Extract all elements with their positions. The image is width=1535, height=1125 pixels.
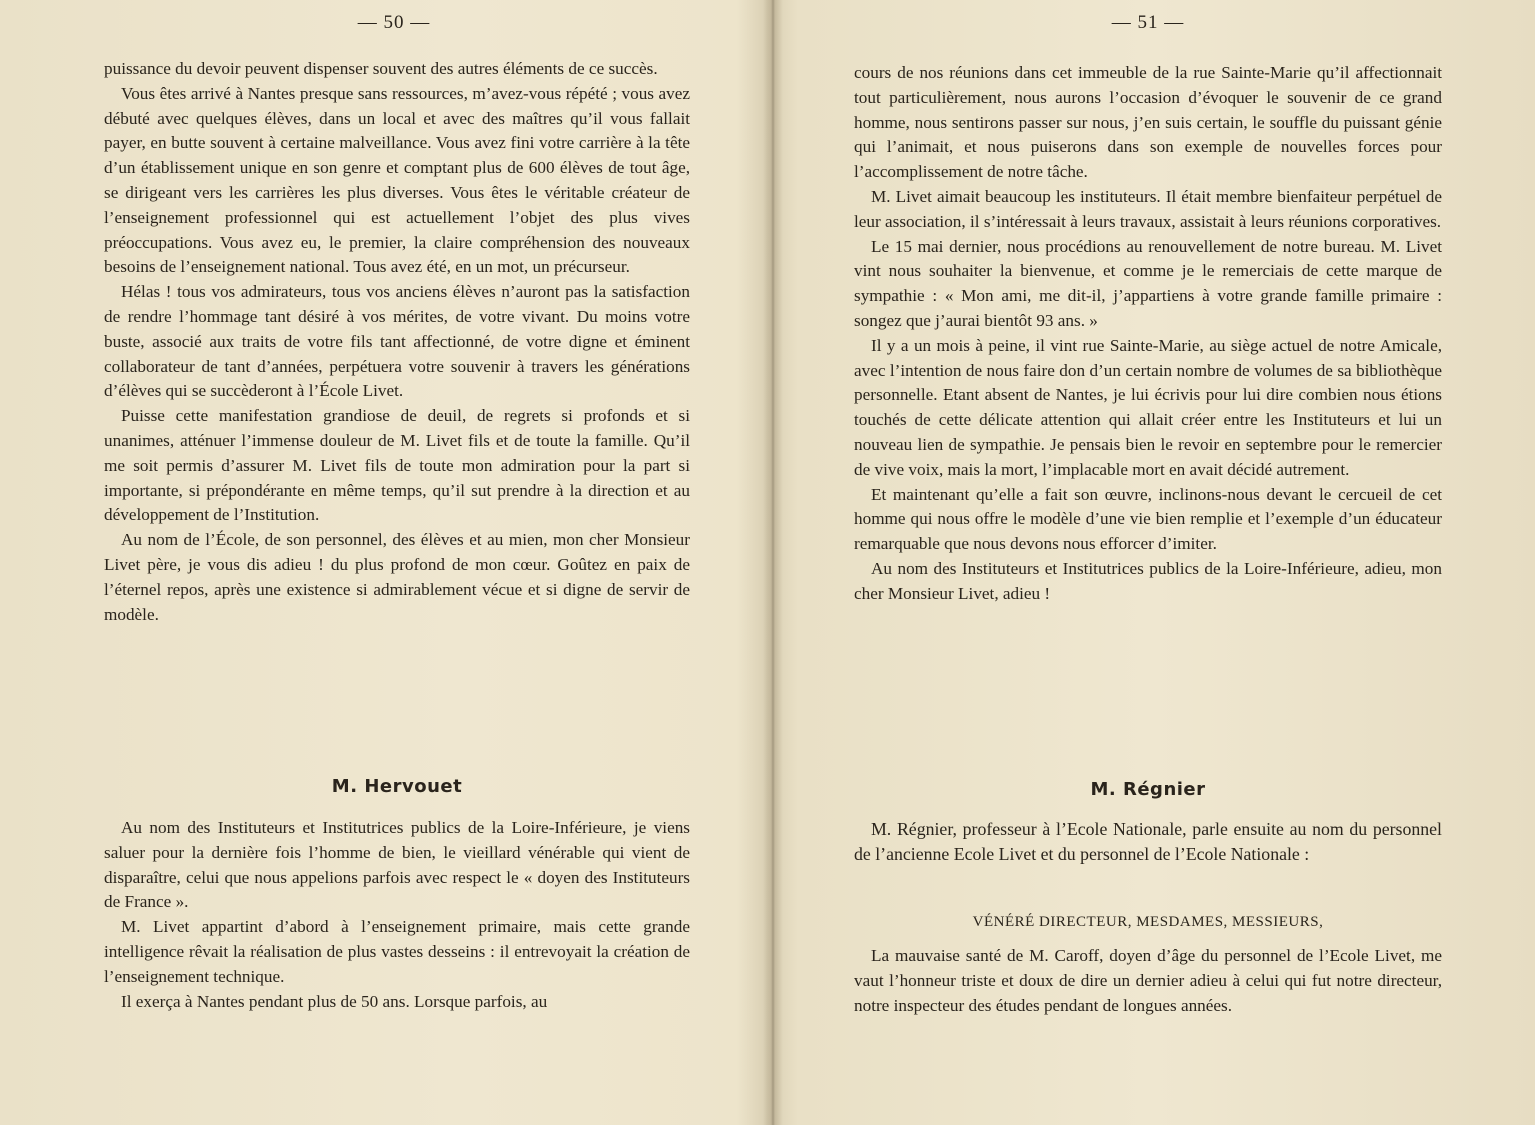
- page-number-left: — 50 —: [357, 12, 431, 33]
- paragraph: Puisse cette manifestation grandiose de deuil, de regrets si profonds et si unanimes, atténuer l’immense douleur de M. Livet fils et de toute la famille. Qu’il me soit permis d’assurer M. Livet fils de toute mon admiration pour la part si importante, si prépondérante en même temps, qu’il sut prendre à la direction et au développement de l’Institution.: [104, 406, 690, 525]
- page-number-right: — 51 —: [1111, 12, 1185, 33]
- salutation: VÉNÉRÉ DIRECTEUR, MESDAMES, MESSIEURS,: [972, 914, 1324, 930]
- left-page: [104, 0, 690, 1125]
- paragraph: Vous êtes arrivé à Nantes presque sans ressources, m’avez-vous répété ; vous avez débuté avec quelques élèves, dans un local et avec des maîtres qu’il vous fallait payer, en butte souvent à certaine malveillance. Vous avez fini votre carrière à la tête d’un établissement unique en son genre et comptant plus de 600 élèves de tout âge, se dirigeant vers les carrières les plus diverses. Vous êtes le véritable créateur de l’enseignement professionnel qui est actuellement l’objet des plus vives préoccupations. Vous avez eu, le premier, la claire compréhension des nouveaux besoins de l’enseignement national. Tous avez été, en un mot, un précurseur.: [104, 83, 690, 277]
- paragraph: Au nom des Instituteurs et Institutrices publics de la Loire-Inférieure, je viens saluer pour la dernière fois l’homme de bien, le vieillard vénérable qui vient de disparaître, celui que nous appelions parfois avec respect le « doyen des Instituteurs de France ».: [104, 818, 690, 912]
- paragraph: M. Régnier, professeur à l’Ecole Nationale, parle ensuite au nom du personnel de l’ancienne Ecole Livet et du personnel de l’Ecole Nationale :: [854, 819, 1442, 864]
- paragraph: La mauvaise santé de M. Caroff, doyen d’âge du personnel de l’Ecole Livet, me vaut l’honneur triste et doux de dire un dernier adieu à celui qui fut notre directeur, notre inspecteur des études pendant de longues années.: [854, 946, 1442, 1015]
- left-bottom-text: [104, 816, 690, 1014]
- paragraph: Il y a un mois à peine, il vint rue Sainte-Marie, au siège actuel de notre Amicale, avec l’intention de nous faire don d’un certain nombre de volumes de sa bibliothèque personnelle. Etant absent de Nantes, je lui écrivis pour lui dire combien nous étions touchés de cette délicate attention qui allait créer entre les Instituteurs et lui un nouveau lien de sympathie. Je pensais bien le revoir en septembre pour le remercier de vive voix, mais la mort, l’implacable mort en avait décidé autrement.: [854, 335, 1442, 479]
- paragraph: Le 15 mai dernier, nous procédions au renouvellement de notre bureau. M. Livet vint nous souhaiter la bienvenue, et comme je le remerciais de cette marque de sympathie : « Mon ami, me dit-il, j’appartiens à votre grande famille primaire : songez que j’aurai bientôt 93 ans. »: [854, 236, 1442, 330]
- right-page: [854, 0, 1442, 1125]
- paragraph: cours de nos réunions dans cet immeuble de la rue Sainte-Marie qu’il affectionnait tout particulièrement, nous aurons l’occasion d’évoquer le souvenir de ce grand homme, nous sentirons passer sur nous, j’en suis certain, le souffle du puissant génie qui l’animait, et nous puiserons dans son exemple de nouvelles forces pour l’accomplissement de notre tâche.: [854, 63, 1442, 182]
- paragraph: M. Livet appartint d’abord à l’enseignement primaire, mais cette grande intelligence rêvait la réalisation de plus vastes desseins : il entrevoyait la création de l’enseignement technique.: [104, 917, 690, 986]
- paragraph: puissance du devoir peuvent dispenser souvent des autres éléments de ce succès.: [104, 59, 658, 78]
- paragraph: Il exerça à Nantes pendant plus de 50 ans. Lorsque parfois, au: [121, 991, 548, 1011]
- paragraph: Au nom des Instituteurs et Institutrices publics de la Loire-Inférieure, adieu, mon cher Monsieur Livet, adieu !: [854, 558, 1442, 603]
- section-heading-hervouet: M. Hervouet: [331, 776, 463, 797]
- left-top-text: [104, 57, 690, 627]
- paragraph: Hélas ! tous vos admirateurs, tous vos anciens élèves n’auront pas la satisfaction de rendre l’hommage tant désiré à vos mérites, de votre vivant. Du moins votre buste, associé aux traits de votre fils tant affectionné, de votre digne et éminent collaborateur de tant d’années, perpétuera votre souvenir à travers les générations d’élèves qui se succèderont à l’École Livet.: [104, 282, 690, 401]
- paragraph: Au nom de l’École, de son personnel, des élèves et au mien, mon cher Monsieur Livet père, je vous dis adieu ! du plus profond de mon cœur. Goûtez en paix de l’éternel repos, après une existence si admirablement vécue et si digne de servir de modèle.: [104, 530, 690, 624]
- book-gutter: [763, 0, 783, 1125]
- paragraph: M. Livet aimait beaucoup les instituteurs. Il était membre bienfaiteur perpétuel de leur association, il s’intéressait à leurs travaux, assistait à leurs réunions corporatives.: [854, 186, 1442, 231]
- right-intro-text: [854, 817, 1442, 867]
- right-top-text: [854, 61, 1442, 607]
- section-heading-regnier: M. Régnier: [1090, 779, 1206, 800]
- right-bottom-text: [854, 944, 1442, 1018]
- paragraph: Et maintenant qu’elle a fait son œuvre, inclinons-nous devant le cercueil de cet homme qui nous offre le modèle d’une vie bien remplie et l’exemple d’un éducateur remarquable que nous devons nous efforcer d’imiter.: [854, 484, 1442, 554]
